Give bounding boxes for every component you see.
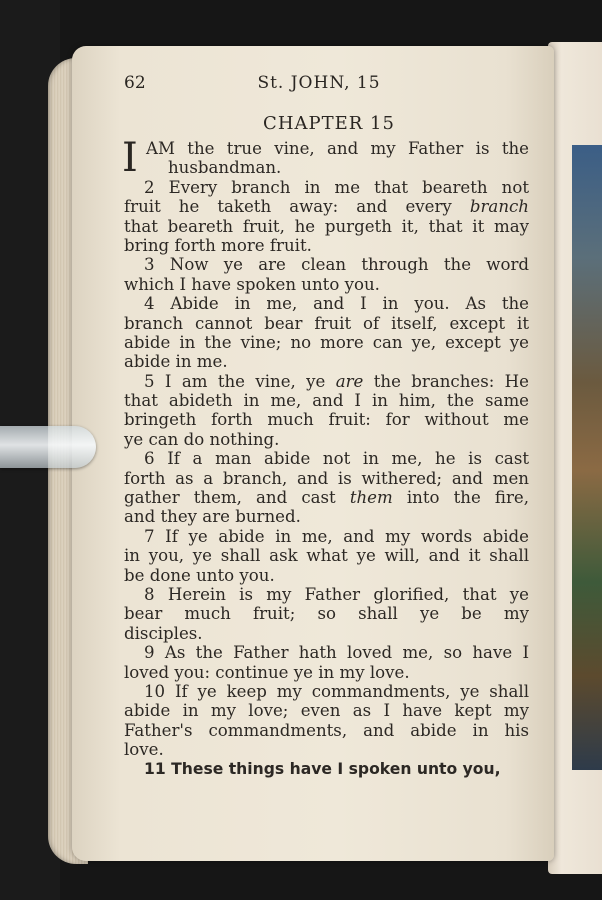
- text-run: 5 I am the vine, ye: [144, 371, 336, 391]
- page-clip: [0, 426, 96, 468]
- verse-10: [124, 682, 529, 760]
- chapter-heading: CHAPTER 15: [263, 113, 395, 134]
- verse-line: disciples.: [124, 623, 203, 643]
- verse-1: [122, 135, 529, 181]
- verse-line: bear much fruit; so shall ye be my: [124, 604, 529, 624]
- verse-line: 8 Herein is my Father glorified, that ye: [144, 584, 529, 604]
- verse-line: 9 As the Father hath loved me, so have I: [144, 643, 529, 663]
- verse-line: bringeth forth much fruit: for without me: [124, 410, 529, 430]
- verse-8: [124, 585, 529, 643]
- verse-line: 2 Every branch in me that beareth not: [144, 177, 529, 197]
- verse-5: [124, 372, 529, 450]
- verse-line: AM the true vine, and my Father is the: [146, 139, 529, 158]
- page-number: 62: [124, 73, 146, 93]
- verse-line: abide in me.: [124, 352, 228, 372]
- verse-line: branch cannot bear fruit of itself, except it: [124, 313, 529, 333]
- verse-11: [124, 760, 529, 779]
- verse-line: in you, ye shall ask what ye will, and it shall: [124, 546, 529, 566]
- verse-line: that beareth fruit, he purgeth it, that it may: [124, 216, 529, 236]
- verse-line: and they are burned.: [124, 507, 301, 527]
- verse-line: 4 Abide in me, and I in you. As the: [144, 294, 529, 314]
- text-run: gather them, and cast: [124, 488, 350, 508]
- italic-word: them: [349, 488, 393, 508]
- verse-line: abide in the vine; no more can ye, except ye: [124, 332, 529, 352]
- verse-9: [124, 643, 529, 682]
- verse-line: abide in my love; even as I have kept my: [124, 701, 529, 721]
- verse-line: 6 If a man abide not in me, he is cast: [144, 449, 529, 469]
- verse-line: that abideth in me, and I in him, the same: [124, 391, 529, 411]
- verse-4: [124, 294, 529, 372]
- verse-line: [124, 372, 529, 391]
- verse-line: [124, 197, 529, 216]
- verse-line: Father's commandments, and abide in his: [124, 720, 529, 740]
- verse-line: [124, 488, 529, 507]
- text-run: fruit he taketh away: and every: [124, 197, 470, 217]
- chapter-text: [122, 135, 530, 779]
- verse-3: [124, 255, 529, 294]
- verse-7: [124, 527, 529, 585]
- verse-line: forth as a branch, and is withered; and men: [124, 468, 529, 488]
- verse-line: 10 If ye keep my commandments, ye shall: [144, 681, 529, 701]
- verse-line: husbandman.: [168, 158, 282, 178]
- drop-cap: I: [122, 135, 138, 181]
- verse-line: 11 These things have I spoken unto you,: [144, 759, 501, 778]
- page-header: [124, 73, 514, 99]
- verse-line: loved you: continue ye in my love.: [124, 662, 410, 682]
- text-run: into the fire,: [392, 488, 530, 508]
- verse-line: be done unto you.: [124, 565, 275, 585]
- verse-2: [124, 178, 529, 256]
- verse-line: which I have spoken unto you.: [124, 274, 380, 294]
- verse-line: bring forth more fruit.: [124, 235, 312, 255]
- verse-6: [124, 449, 529, 527]
- verse-line: 3 Now ye are clean through the word: [144, 255, 529, 275]
- verse-line: ye can do nothing.: [124, 429, 280, 449]
- verse-line: 7 If ye abide in me, and my words abide: [144, 526, 529, 546]
- italic-word: are: [335, 371, 364, 391]
- verse-line: love.: [124, 740, 164, 760]
- text-run: the branches: He: [363, 371, 529, 391]
- running-head: St. JOHN, 15: [257, 73, 381, 93]
- italic-word: branch: [469, 197, 529, 217]
- facing-page-illustration: [572, 145, 602, 770]
